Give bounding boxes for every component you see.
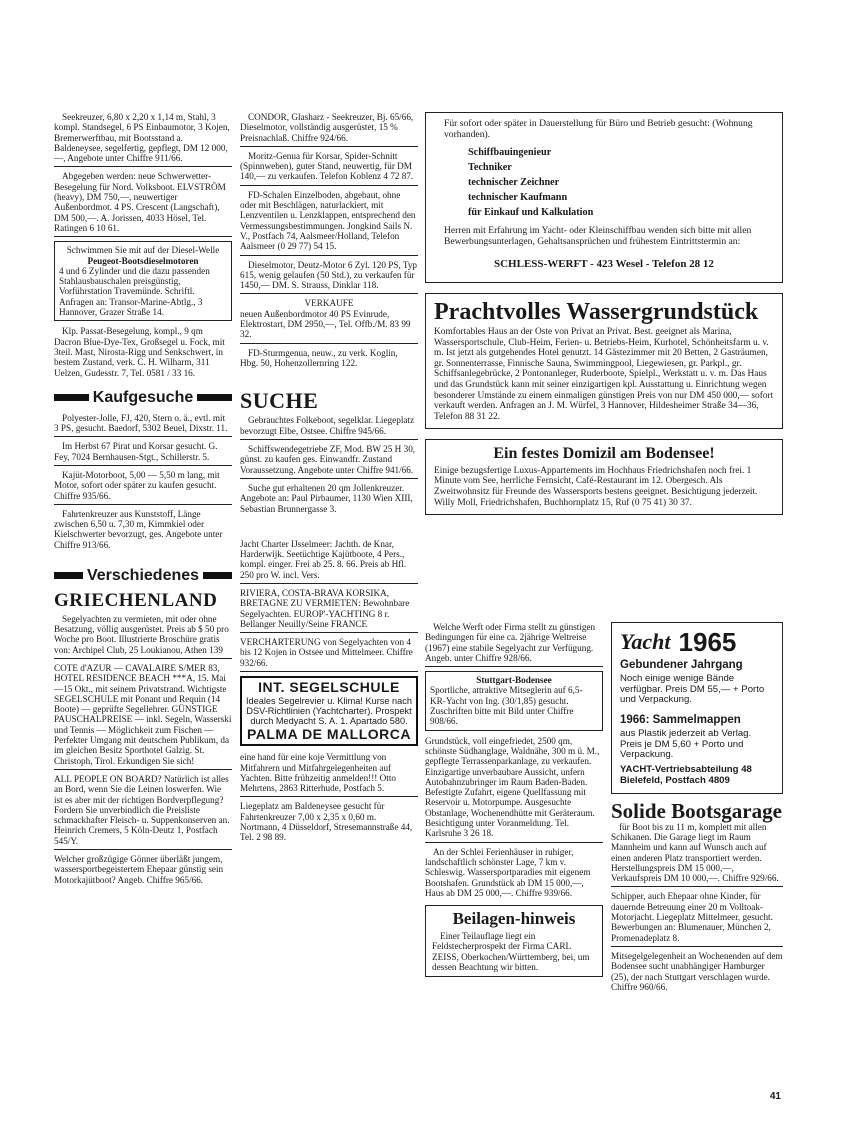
ad-all-people: ALL PEOPLE ON BOARD? Natürlich ist alles an Bord, wenn Sie die Leinen loswerfen. Wie ist es aber mit der richtigen Bordverpflegung? Fordern Sie unverbindlich die Preisliste schmackhafter Fleisch- u. Suppenkonserven an. Heinrich Cremers, 5 Köln-Deutz 1, Postfach 545/Y. [54,774,232,850]
ad-condor: CONDOR, Glasharz - Seekreuzer, Bj. 65/66, Dieselmotor, vollständig ausgerüstet, 15 % Preisnachlaß. Chiffre 924/66. [240,112,418,147]
section-heading-kaufgesuche: Kaufgesuche [54,389,232,407]
ad-grundstueck: Grundstück, voll eingefriedet, 2500 qm, schönste Südhanglage, Waldnähe, 300 m ü. M., gepflegte Terrassenparkanlage, zu verkaufen. Einzigartige unverbaubare Aussicht, unfern Autobahnzubringer im Raum Baden-Baden. Befestigte Zufahrt, eigene Quellfassung mit Reservoir u. Motorpumpe. Ausgesuchte Obstanlage, Wochenendhütte mit Geräteraum. Besichtigung unter Voranmeldung. Tel. Karlsruhe 3 26 18. [425,736,603,843]
ad-solide-bootsgarage: Solide Bootsgarage für Boot bis zu 11 m, komplett mit allen Schikanen. Die Garage liegt im Raum Mannheim und kann auf Wunsch auch auf einen anderen Platz transportiert werden. Herstellungspreis DM 15 000,—, Verkaufspreis DM 10 000,—. Chiffre 929/66. [611,800,783,888]
ad-fahrtenkreuzer: Fahrtenkreuzer aus Kunststoff, Länge zwischen 6,50 u. 7,30 m, Kimmkiel oder Kielschwerter bevorzugt, ges. Angebote unter Chiffre 913/66. [54,508,223,550]
ad-schless-werft: Für sofort oder später in Dauerstellung für Büro und Betrieb gesucht: (Wohnung vorhanden). Schiffbauingenieur Techniker technischer Zeichner technischer Kaufmann für Einkauf und Kalkulation Herren mit Erfahrung im Yacht- oder Kleinschiffbau wenden sich bitte mit allen Bewerbungsunterlagen, Gehaltsansprüchen und frühestem Eintrittstermin an: SCHLESS-WERFT - 423 Wesel - Telefon 28 12 [425,112,783,283]
ad-beilagenhinweis: Beilagen-hinweis Einer Teilauflage liegt ein Feldstecherprospekt der Firma CARL ZEISS, Oberkochen/Württemberg, bei, um dessen Beachtung wir bitten. [425,905,603,977]
ad-polyester: Polyester-Jolle, FJ, 420, Stern o. ä., evtl. mit 3 PS, gesucht. Baedorf, 5302 Beuel, Dixstr. 11. [54,413,232,438]
ad-kajuet: Kajüt-Motorboot, 5,00 — 5,50 m lang, mit Motor, sofort oder später zu kaufen gesucht. Chiffre 935/66. [54,470,232,505]
yacht-logo: Yacht [620,629,671,654]
ad-prachtvolles-wassergrundstueck: Prachtvolles Wassergrundstück Komfortables Haus an der Oste von Privat an Privat. Best. geeignet als Marina, Wassersportschule, Club-Heim, Ferien- u. Betriebs-Heim, Kurhotel, Schönheitsfarm u. v. m. Ist jetzt als gutgehendes Hotel genutzt. 14 Gästezimmer mit 20 Betten, 2 Gasträumen, gr. Sonnenterrasse, Finnische Sauna, Swimmingpool, Liegewiesen, gr. Parkpl., gr. Schiffsanlegebrücke, 2 Pontonanleger, Ruderboote, Spielpl., Werkstatt u. v. m. Das Haus und das Grundstück kann mit seiner einzigartigen kpl. Ausstattung u. Einrichtung wegen besonderer Umstände zu einem einmaligen günstigen Preis von nur DM 450 000,— sofort verkauft werden. Anfragen an J. M. Würfel, 3 Hannover, Hildesheimer Straße 34—36, Telefon 88 31 22. [425,293,783,429]
column-3 [425,112,783,525]
column-2 [240,112,418,850]
ad-griechenland: GRIECHENLAND Segelyachten zu vermieten, mit oder ohne Besatzung, völlig ausgerüstet. Preis ab $ 50 pro Woche pro Boot. Illustrierte Broschüre gratis von: Archipel Club, 25 Loukianou, Athen 139 [54,591,232,659]
ad-weltreise: Welche Werft oder Firma stellt zu günstigen Bedingungen für eine ca. 2jährige Weltreise (1967) eine stabile Segelyacht zur Verfügung. Angeb. unter Chiffre 928/66. [425,622,603,667]
ad-fd-schalen: FD-Schalen Einzelboden, abgebaut, ohne oder mit Beschlägen, naturlackiert, mit Lenzventilen u. Lenzklappen, entsprechend den Vermessungsbestimmungen. Jongkind Sails N. V., Postfach 74, Aalsmeer/Holland, Telefon Aalsmeer (0 29 77) 54 15. [240,190,418,256]
job-list: Schiffbauingenieur Techniker technischer Zeichner technischer Kaufmann für Einkauf und Kalkulation [468,147,594,218]
ad-abzugeben: Abgegeben werden: neue Schwerwetter-Besegelung für Nord. Volksboot. ELVSTRÖM (heavy), DM 750,—, neuwertiger Außenbordmot. 4 PS. Crescent (Langschaft), DM 500,—. A. Jorissen, 4033 Hösel, Tel. Ratingen 6 10 61. [54,171,232,237]
ad-riviera: RIVIERA, COSTA-BRAVA KORSIKA, BRETAGNE ZU VERMIETEN: Bewohnbare Segelyachten. EUROP'-YACHTING 8 r. Bellanger Neuilly/Seine FRANCE [240,588,418,633]
ad-domizil-bodensee: Ein festes Domizil am Bodensee! Einige bezugsfertige Luxus-Appartements im Hochhaus Friedrichshafen noch frei. 1 Minute vom See, herrliche Fernsicht, Café-Restaurant im 12. Obergesch. Als Zweitwohnsitz für Freunde des Wassersports bestens geeignet. Besichtigung jederzeit. Willy Moll, Friedrichshafen, Buchhornplatz 15, Ruf (0 75 41) 30 37. [425,439,783,515]
ad-goenner: Welcher großzügige Gönner überläßt jungem, wassersportbegeistertem Ehepaar günstig sein Motorkajütboot? Angeb. Chiffre 965/66. [54,854,224,885]
ad-peugeot: Schwimmen Sie mit auf der Diesel-Welle Peugeot-Bootsdieselmotoren 4 und 6 Zylinder und die dazu passenden Stahlausbauschalen preisgünstig, Vorführstation Travemünde. Schriftl. Anfragen an: Transor-Marine-Abtlg., 3 Hannover, Grazer Straße 14. [54,241,232,321]
ad-koje: eine hand für eine koje Vermittlung von Mitfahrern und Mitfahrgelegenheiten auf Yachten. Bitte frühzeitig anmelden!!! Otto Mehrtens, 2863 Ritterhude, Postfach 5. [240,752,418,797]
ad-schlei: An der Schlei Ferienhäuser in ruhiger, landschaftlich schönster Lage, 7 km v. Schleswig. Wassersportparadies mit eigenem Bootshafen. Grundstück ab DM 15 000,—, Haus ab DM 25 000,—. Chiffre 939/66. [425,846,591,898]
ad-moritz-genua: Moritz-Genua für Korsar, Spider-Schnitt (Spinnweben), guter Stand, neuwertig, für DM 140,— zu verkaufen. Telefon Koblenz 4 72 87. [240,151,418,186]
ad-stuttgart-bodensee: Stuttgart-Bodensee Sportliche, attraktive Mitseglerin auf 6,5-KR-Yacht von Ing. (30/1,85) gesucht. Zuschriften bitte mit Bild unter Chiffre 908/66. [425,671,603,730]
ad-suche: SUCHE Gebrauchtes Folkeboot, segelklar. Liegeplatz bevorzugt Elbe, Ostsee. Chiffre 945/66. [240,389,418,440]
yacht-header: Yacht 1965 [620,627,737,657]
ad-verkaufe: VERKAUFE neuen Außenbordmotor 40 PS Evinrude, Elektrostart, DM 2950,—, Tel. Offb./M. 83 99 32. [240,298,418,343]
ad-passat: Klp. Passat-Besegelung, kompl., 9 qm Dacron Blue-Dye-Tex, Großsegel u. Fock, mit 3teil. Mast, Nirosta-Rigg und Senkschwert, in bestem Zustand, verk. C. H. Wilharm, 311 Uelzen, Gudesstr. 7, Tel. 0581 / 33 16. [54,326,225,378]
column-5 [611,622,783,999]
page-number: 41 [769,1091,781,1102]
ad-schiffswendegetriebe: Schiffswendegetriebe ZF, Mod. BW 25 H 30, günst. zu kaufen ges. Einwandfr. Zustand Voraussetzung. Angebote unter Chiffre 941/66. [240,444,418,479]
ad-mitsegel: Mitsegelgelegenheit an Wochenenden auf dem Bodensee sucht unabhängiger Hamburger (25), der nach Stuttgart verschlagen wurde. Chiffre 960/66. [611,950,783,992]
ad-herbst: Im Herbst 67 Pirat und Korsar gesucht. G. Fey, 7024 Bernhausen-Stgt., Schillerstr. 5. [54,441,232,466]
column-1 [54,112,232,892]
column-4 [425,622,603,982]
ad-dieselmotor: Dieselmotor, Deutz-Motor 6 Zyl. 120 PS, Typ 615, wenig gelaufen (50 Std.), zu verkaufen für 1450,— DM. S. Strauss, Dinklar 118. [240,260,418,295]
section-heading-verschiedenes: Verschiedenes [54,567,232,585]
ad-jollenkreuzer: Suche gut erhaltenen 20 qm Jollenkreuzer. Angebote an: Paul Pirbaumer, 1130 Wien XIII, Sebastian Brunnergasse 3. [240,482,413,514]
ad-yacht-jahrgang: Yacht 1965 Gebundener Jahrgang Noch einige wenige Bände verfügbar. Preis DM 55,— + Porto und Verpackung. 1966: Sammelmappen aus Plastik jederzeit ab Verlag. Preis je DM 5,60 + Porto und Verpackung. YACHT-Vertriebsabteilung 48 Bielefeld, Postfach 4809 [611,622,783,794]
ad-liegeplatz: Liegeplatz am Baldeneysee gesucht für Fahrtenkreuzer 7,00 x 2,35 x 0,60 m. Nortmann, 4 Düsseldorf, Stresemannstraße 44, Tel. 2 98 89. [240,801,413,843]
ad-int-segelschule: INT. SEGELSCHULE Ideales Segelrevier u. Klima! Kurse nach DSV-Richtlinien (Yachtcharter). Prospekt durch Medyacht S. A. 1. Apartado 580. PALMA DE MALLORCA [240,676,418,746]
ad-jacht-charter: Jacht Charter IJsselmeer: Jachth. de Knar, Harderwijk. Seetüchtige Kajütboote, 4 Pers., kompl. einger. Frei ab 25. 8. 66. Preis ab Hfl. 250 pro W. incl. Vers. [240,539,418,584]
ad-sturmgenua: FD-Sturmgenua, neuw., zu verk. Koglin, Hbg. 50, Hohenzollernring 122. [240,347,398,368]
ad-seekreuzer: Seekreuzer, 6,80 x 2,20 x 1,14 m, Stahl, 3 kompl. Standsegel, 6 PS Einbaumotor, 3 Kojen, Bremerwerftbau, mit Bootsstand a. Baldeneysee, segelfertig, gepflegt, DM 12 000,—, Angebote unter Chiffre 911/66. [54,112,232,167]
ad-vercharterung: VERCHARTERUNG von Segelyachten von 4 bis 12 Kojen in Ostsee und Mittelmeer. Chiffre 932/66. [240,637,418,672]
ad-cote-azur: COTE d'AZUR — CAVALAIRE S/MER 83, HOTEL RESIDENCE BEACH ***A, 15. Mai—15 Okt., mit seinem Privatstrand. Wichtigste SEGELSCHULE mit Ponant und Requin (14 Boote) — geprüfte Segellehrer. GÜNSTIGE PAUSCHALPREISE — inkl. Segeln, Wasserski und Tennis — Möglichkeit zum Fischen — Perfekter Umgang mit deutschem Publikum, da im gleichen Besitz Sporthotel Galzig. St. Christoph, Tirol. Erkundigen Sie sich! [54,663,232,770]
ad-schipper: Schipper, auch Ehepaar ohne Kinder, für dauernde Betreuung einer 20 m Volltoak-Motorjacht. Liegeplatz Mittelmeer, gesucht. Bewerbungen an: Blumenauer, München 2, Promenadeplatz 8. [611,891,783,946]
